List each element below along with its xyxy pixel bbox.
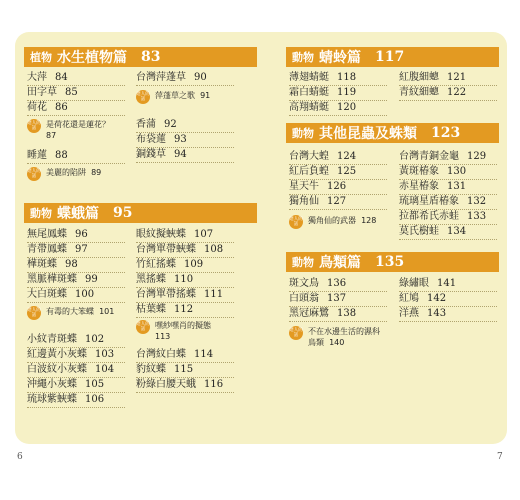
entry-separator — [136, 317, 234, 318]
toc-entry[interactable]: 小紋青斑蝶 102 — [27, 334, 105, 345]
tip-note[interactable]: 達人的話 有毒的大笨蝶 101 — [27, 307, 115, 318]
entry-separator — [399, 291, 497, 292]
entry-separator — [27, 85, 125, 86]
entry-separator — [27, 272, 125, 273]
entry-separator — [399, 164, 497, 165]
entry-separator — [399, 224, 497, 225]
section-title: 蜻蛉篇 — [319, 50, 361, 66]
section-title: 鳥類篇 — [319, 255, 361, 271]
entry-separator — [289, 321, 387, 322]
toc-entry[interactable]: 香蒲 92 — [136, 119, 177, 130]
entry-separator — [27, 362, 125, 363]
tip-note[interactable]: 達人的話 是荷花還是蓮花？ 87 — [27, 120, 110, 140]
entry-separator — [289, 85, 387, 86]
entry-separator — [136, 147, 234, 148]
toc-entry[interactable]: 眼紋擬蛺蝶 107 — [136, 229, 214, 240]
page-number-right: 7 — [497, 452, 503, 462]
section-category: 植物 — [30, 51, 52, 64]
toc-entry[interactable]: 拉都希氏赤蛙 133 — [399, 211, 487, 222]
section-page: 83 — [141, 49, 161, 65]
toc-entry[interactable]: 獨角仙 127 — [289, 196, 347, 207]
section-page: 135 — [375, 254, 405, 270]
entry-separator — [27, 287, 125, 288]
toc-entry[interactable]: 白波紋小灰蝶 104 — [27, 364, 115, 375]
section-category: 動物 — [30, 207, 52, 220]
section-category: 動物 — [292, 127, 314, 140]
toc-entry[interactable]: 白頭翁 137 — [289, 293, 347, 304]
toc-entry[interactable]: 粉綠白腰天蛾 116 — [136, 379, 224, 390]
toc-entry[interactable]: 紅腹細蟌 121 — [399, 72, 467, 83]
entry-separator — [136, 287, 234, 288]
entry-separator — [136, 377, 234, 378]
entry-separator — [27, 100, 125, 101]
toc-entry[interactable]: 大萍 84 — [27, 72, 68, 83]
entry-separator — [27, 407, 125, 408]
entry-separator — [289, 179, 387, 180]
entry-separator — [399, 194, 497, 195]
entry-separator — [136, 362, 234, 363]
tip-note[interactable]: 達人的話 萍蓬草之歌 91 — [136, 91, 211, 102]
toc-entry[interactable]: 赤星椿象 131 — [399, 181, 467, 192]
toc-entry[interactable]: 莫氏樹蛙 134 — [399, 226, 467, 237]
entry-separator — [289, 100, 387, 101]
entry-separator — [399, 100, 497, 101]
toc-entry[interactable]: 高翔蜻蜓 120 — [289, 102, 357, 113]
toc-entry[interactable]: 台灣單帶蛺蝶 108 — [136, 244, 224, 255]
tip-note[interactable]: 達人的話 獨角仙的武器 128 — [289, 216, 377, 227]
toc-entry[interactable]: 台灣單帶搖蝶 111 — [136, 289, 224, 300]
toc-entry[interactable]: 紅邊黃小灰蝶 103 — [27, 349, 115, 360]
entry-separator — [289, 209, 387, 210]
toc-entry[interactable]: 青帶鳳蝶 97 — [27, 244, 88, 255]
entry-separator — [136, 257, 234, 258]
toc-entry[interactable]: 紅后負蝗 125 — [289, 166, 357, 177]
toc-entry[interactable]: 星天牛 126 — [289, 181, 347, 192]
section-header-birds[interactable] — [286, 252, 499, 272]
entry-separator — [289, 164, 387, 165]
tip-note[interactable]: 達人的話 美麗的陷阱 89 — [27, 168, 102, 179]
toc-entry[interactable]: 琉璃星盾椿象 132 — [399, 196, 487, 207]
entry-separator — [136, 242, 234, 243]
entry-separator — [136, 272, 234, 273]
toc-entry[interactable]: 洋燕 143 — [399, 308, 447, 319]
toc-entry[interactable]: 黑搖蝶 110 — [136, 274, 194, 285]
toc-entry[interactable]: 睡蓮 88 — [27, 150, 68, 161]
entry-separator — [399, 321, 497, 322]
entry-separator — [289, 194, 387, 195]
expert-tip-badge-icon: 達人的話 — [27, 169, 41, 179]
entry-separator — [27, 377, 125, 378]
tip-note[interactable]: 達人的話 嘿紗嘿肖的擬態 113 — [136, 321, 211, 341]
tip-note[interactable]: 達人的話 不在水邊生活的濕科 鳥類 140 — [289, 327, 380, 347]
entry-separator — [289, 306, 387, 307]
entry-separator — [399, 209, 497, 210]
section-category: 動物 — [292, 256, 314, 269]
entry-separator — [27, 257, 125, 258]
toc-entry[interactable]: 黑冠麻鷺 138 — [289, 308, 357, 319]
toc-entry[interactable]: 薄翅蜻蜓 118 — [289, 72, 357, 83]
entry-separator — [27, 302, 125, 303]
expert-tip-badge-icon: 達人的話 — [136, 92, 150, 102]
toc-entry[interactable]: 無尾鳳蝶 96 — [27, 229, 88, 240]
toc-entry[interactable]: 台灣青銅金龜 129 — [399, 151, 487, 162]
entry-separator — [136, 85, 234, 86]
section-header-aquatic[interactable] — [24, 47, 257, 67]
entry-separator — [136, 132, 234, 133]
section-title: 其他昆蟲及蛛類 — [319, 126, 417, 142]
toc-entry[interactable]: 黃斑椿象 130 — [399, 166, 467, 177]
toc-entry[interactable]: 田字草 85 — [27, 87, 78, 98]
toc-entry[interactable]: 台灣萍蓬草 90 — [136, 72, 207, 83]
entry-separator — [289, 291, 387, 292]
expert-tip-badge-icon: 達人的話 — [289, 217, 303, 227]
section-header-insects[interactable] — [286, 123, 499, 143]
entry-separator — [27, 115, 125, 116]
toc-entry[interactable]: 斑文鳥 136 — [289, 278, 347, 289]
page-number-left: 6 — [17, 452, 23, 462]
toc-entry[interactable]: 大白斑蝶 100 — [27, 289, 95, 300]
toc-entry[interactable]: 樺斑蝶 98 — [27, 259, 78, 270]
entry-separator — [399, 306, 497, 307]
section-header-butterfly[interactable] — [24, 203, 257, 223]
toc-entry[interactable]: 銅錢草 94 — [136, 149, 187, 160]
toc-entry[interactable]: 琉球紫蛺蝶 106 — [27, 394, 105, 405]
entry-separator — [136, 162, 234, 163]
entry-separator — [136, 302, 234, 303]
toc-entry[interactable]: 枯葉蝶 112 — [136, 304, 194, 315]
toc-entry[interactable]: 沖繩小灰蝶 105 — [27, 379, 105, 390]
entry-separator — [27, 347, 125, 348]
toc-entry[interactable]: 紅鳩 142 — [399, 293, 447, 304]
toc-entry[interactable]: 台灣紋白蝶 114 — [136, 349, 214, 360]
toc-entry[interactable]: 綠繡眼 141 — [399, 278, 457, 289]
toc-entry[interactable]: 豹紋蝶 115 — [136, 364, 194, 375]
expert-tip-badge-icon: 達人的話 — [27, 308, 41, 318]
expert-tip-badge-icon: 達人的話 — [289, 328, 303, 338]
entry-separator — [399, 239, 497, 240]
section-page: 95 — [113, 205, 133, 221]
section-title: 水生植物篇 — [57, 50, 127, 66]
entry-separator — [27, 242, 125, 243]
expert-tip-badge-icon: 達人的話 — [27, 121, 41, 131]
entry-separator — [27, 163, 125, 164]
toc-entry[interactable]: 竹紅搖蝶 109 — [136, 259, 204, 270]
entry-separator — [399, 179, 497, 180]
section-page: 117 — [375, 49, 405, 65]
toc-entry[interactable]: 霜白蜻蜓 119 — [289, 87, 357, 98]
toc-entry[interactable]: 布袋蓮 93 — [136, 134, 187, 145]
toc-entry[interactable]: 台灣大蝗 124 — [289, 151, 357, 162]
section-category: 動物 — [292, 51, 314, 64]
expert-tip-badge-icon: 達人的話 — [136, 322, 150, 332]
entry-separator — [289, 115, 387, 116]
entry-separator — [27, 392, 125, 393]
toc-entry[interactable]: 荷花 86 — [27, 102, 68, 113]
section-header-dragonfly[interactable] — [286, 47, 499, 67]
entry-separator — [399, 85, 497, 86]
toc-entry[interactable]: 黑脈樺斑蝶 99 — [27, 274, 98, 285]
entry-separator — [136, 392, 234, 393]
toc-entry[interactable]: 青紋細蟌 122 — [399, 87, 467, 98]
section-page: 123 — [431, 125, 461, 141]
section-title: 蝶蛾篇 — [57, 206, 99, 222]
